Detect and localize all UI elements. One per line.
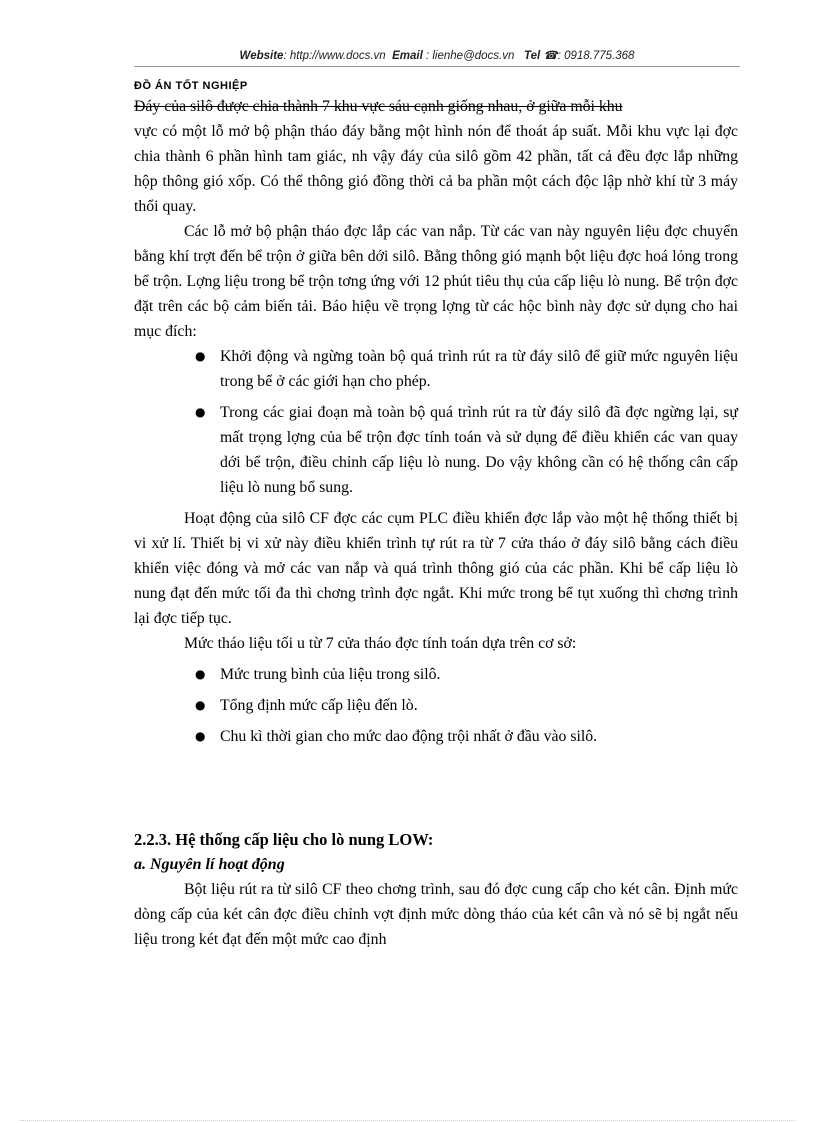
- bullet-text: Khởi động và ngừng toàn bộ quá trình rút ra từ đáy silô để giữ mức nguyên liệu trong bể ở các giới hạn cho phép.: [220, 348, 738, 390]
- footer-rule: [20, 1120, 796, 1121]
- header-rule: [134, 66, 740, 67]
- list-item: [195, 724, 738, 749]
- sub-heading: a. Nguyên lí hoạt động: [134, 856, 285, 873]
- running-title: ĐỒ ÁN TỐT NGHIỆP: [134, 80, 248, 92]
- bullet-text: Mức trung bình của liệu trong silô.: [220, 666, 441, 683]
- list-item: [195, 662, 738, 687]
- paragraph-3: Hoạt động của silô CF đợc các cụm PLC điều khiển đợc lắp vào một hệ thống thiết bị vi xử lí. Thiết bị vi xử này điều khiển trình tự rút ra từ 7 cửa tháo ở đáy silô bằng cách điều khiển việc đóng và mở các van nắp và quá trình thông gió của các phần. Khi bể cấp liệu lò nung đạt đến mức tối đa thì chơng trình đợc ngắt. Khi mức trong bể tụt xuống thì chơng trình lại đợc tiếp tục.: [134, 510, 738, 627]
- bullet-icon: ●: [195, 698, 206, 712]
- bullet-icon: ●: [195, 405, 206, 419]
- list-item: [195, 693, 738, 718]
- website-value: : http://www.docs.vn: [283, 50, 386, 62]
- bullet-icon: ●: [195, 667, 206, 681]
- paragraph-4: Mức tháo liệu tối u từ 7 cửa tháo đợc tính toán dựa trên cơ sở:: [184, 635, 577, 652]
- tel-value: : 0918.775.368: [557, 50, 635, 62]
- bullet-icon: ●: [195, 349, 206, 363]
- list-item: [195, 400, 738, 500]
- phone-icon: ☎: [543, 50, 558, 62]
- email-value: : lienhe@docs.vn: [425, 50, 515, 62]
- bullet-text: Chu kì thời gian cho mức dao động trội nhất ở đầu vào silô.: [220, 728, 598, 745]
- paragraph-1: vực có một lỗ mở bộ phận tháo đáy bằng một hình nón để thoát áp suất. Mỗi khu vực lại đợc chia thành 6 phần hình tam giác, nh vậy đáy của silô gồm 42 phần, tất cả đều đợc lắp những hộp thông gió xốp. Có thể thông gió đồng thời cả ba phần một cách độc lập nhờ khí từ 3 máy thổi quay.: [134, 123, 738, 215]
- spacer: [134, 755, 738, 827]
- bullet-list-2: [134, 662, 738, 749]
- bullet-text: Tổng định mức cấp liệu đến lò.: [220, 697, 418, 714]
- paragraph-5: Bột liệu rút ra từ silô CF theo chơng trình, sau đó đợc cung cấp cho két cân. Định mức dòng cấp của két cân đợc điều chỉnh vợt định mức dòng tháo của két cân và nó sẽ bị ngắt nếu liệu trong két đạt đến một mức cao định: [134, 881, 738, 948]
- page-header: [134, 48, 740, 62]
- paragraph-2: Các lỗ mở bộ phận tháo đợc lắp các van nắp. Từ các van này nguyên liệu đợc chuyển bằng khí trợt đến bể trộn ở giữa bên dới silô. Bằng thông gió mạnh bột liệu đợc hoá lỏng trong bể trộn. Lợng liệu trong bể trộn tơng ứng với 12 phút tiêu thụ của cấp liệu lò nung. Bể trộn đợc đặt trên các bộ cảm biến tải. Báo hiệu về trọng lợng từ các hộc bình này đợc sử dụng cho hai mục đích:: [134, 223, 738, 340]
- bullet-list-1: [134, 344, 738, 500]
- document-body: [134, 94, 738, 952]
- website-label: Website: [239, 50, 284, 62]
- bullet-text: Trong các giai đoạn mà toàn bộ quá trình rút ra từ đáy silô đã đợc ngừng lại, sự mất trọng lợng của bể trộn đợc tính toán và sử dụng để điều khiển các van quay dới bể trộn, điều chỉnh cấp liệu lò nung. Do vậy không cần có hệ thống cân cấp liệu lò nung bổ sung.: [220, 404, 738, 496]
- bullet-icon: ●: [195, 729, 206, 743]
- email-label: Email: [392, 50, 423, 62]
- tel-label: Tel: [523, 50, 541, 62]
- list-item: [195, 344, 738, 394]
- section-heading: 2.2.3. Hệ thống cấp liệu cho lò nung LOW:: [134, 830, 434, 849]
- paragraph-1-struck-line: Đáy của silô được chia thành 7 khu vực sáu cạnh giống nhau, ở giữa mỗi khu: [134, 98, 623, 115]
